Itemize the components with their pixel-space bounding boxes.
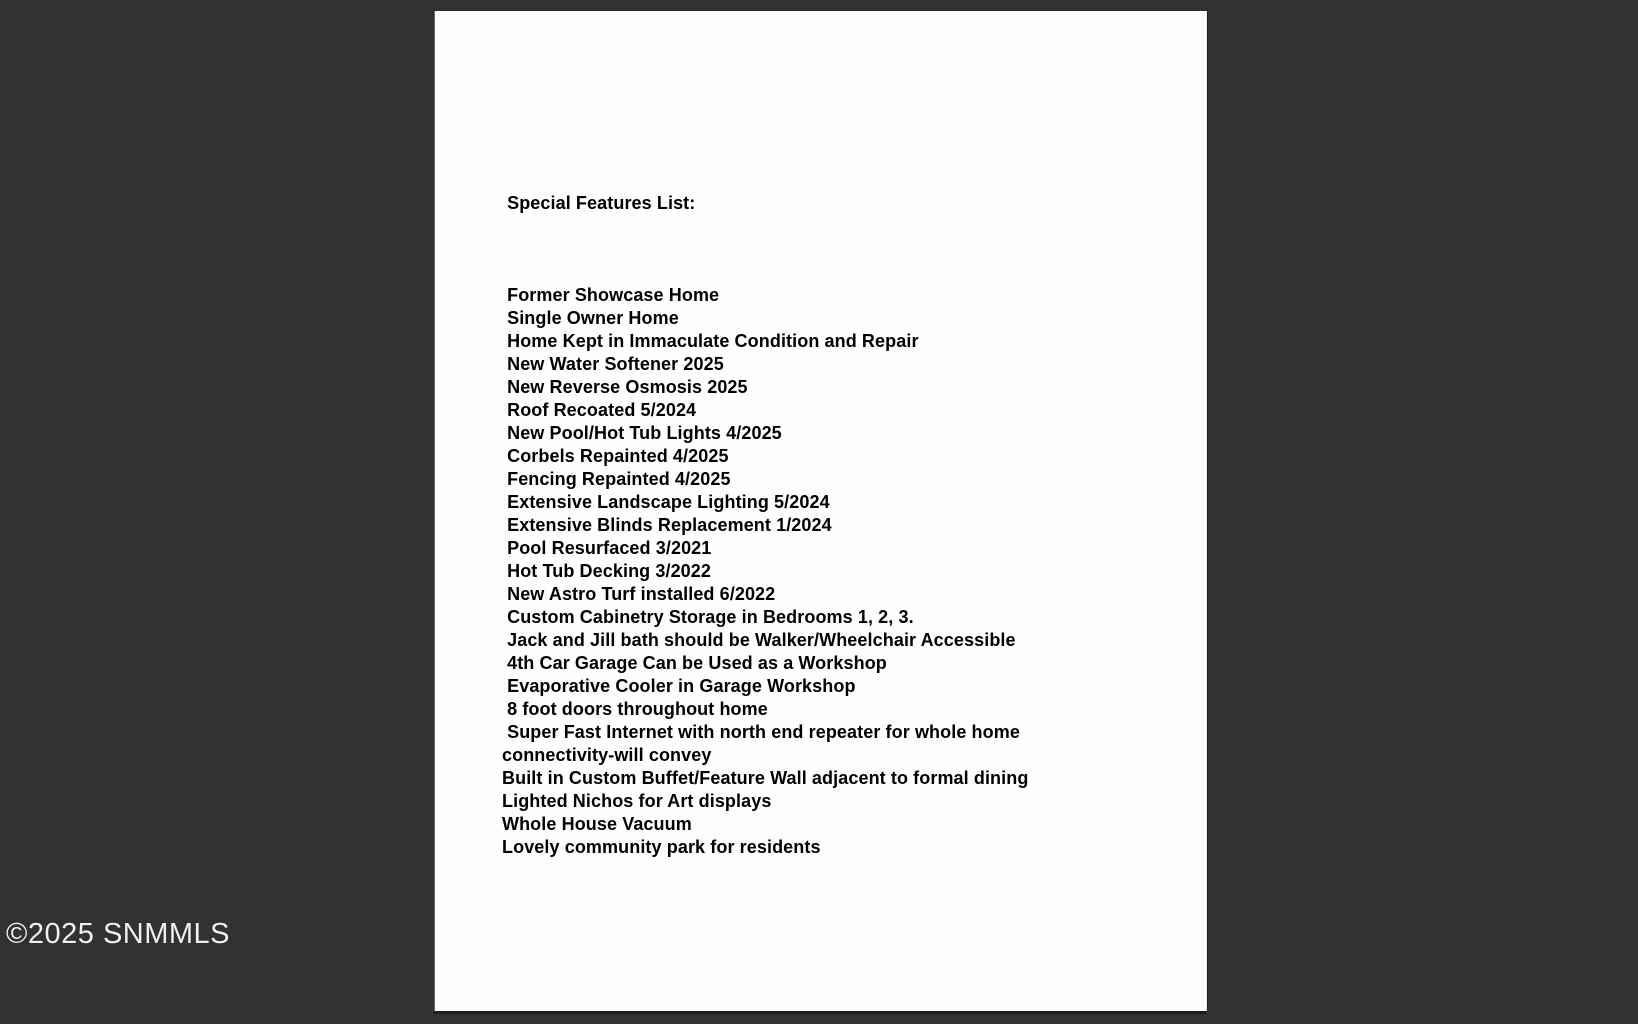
feature-line: New Reverse Osmosis 2025 — [502, 377, 748, 397]
feature-list — [502, 284, 1142, 859]
feature-line: Pool Resurfaced 3/2021 — [502, 538, 712, 558]
feature-line: New Pool/Hot Tub Lights 4/2025 — [502, 423, 782, 443]
document-text-block — [502, 146, 1142, 905]
feature-line: connectivity-will convey — [502, 745, 712, 765]
feature-line: Lovely community park for residents — [502, 837, 821, 857]
feature-line: Whole House Vacuum — [502, 814, 692, 834]
feature-line: Jack and Jill bath should be Walker/Wheelchair Accessible — [502, 630, 1016, 650]
feature-line: Evaporative Cooler in Garage Workshop — [502, 676, 856, 696]
feature-line: Single Owner Home — [502, 308, 679, 328]
feature-line: Super Fast Internet with north end repeater for whole home — [502, 722, 1020, 742]
feature-line: Extensive Blinds Replacement 1/2024 — [502, 515, 832, 535]
feature-line: Roof Recoated 5/2024 — [502, 400, 697, 420]
watermark-copyright: ©2025 SNMMLS — [6, 918, 231, 950]
feature-line: 8 foot doors throughout home — [502, 699, 768, 719]
feature-line: Lighted Nichos for Art displays — [502, 791, 772, 811]
feature-line: New Water Softener 2025 — [502, 354, 724, 374]
feature-line: 4th Car Garage Can be Used as a Workshop — [502, 653, 887, 673]
feature-line: Built in Custom Buffet/Feature Wall adjacent to formal dining — [502, 768, 1029, 788]
feature-line: Former Showcase Home — [502, 285, 720, 305]
feature-line: Fencing Repainted 4/2025 — [502, 469, 731, 489]
document-page — [434, 11, 1206, 1011]
feature-line: Hot Tub Decking 3/2022 — [502, 561, 712, 581]
feature-line: Custom Cabinetry Storage in Bedrooms 1, 2, 3. — [502, 607, 914, 627]
feature-line: New Astro Turf installed 6/2022 — [502, 584, 776, 604]
feature-line: Extensive Landscape Lighting 5/2024 — [502, 492, 830, 512]
feature-line: Corbels Repainted 4/2025 — [502, 446, 729, 466]
document-title: Special Features List: — [502, 193, 696, 213]
feature-line: Home Kept in Immaculate Condition and Repair — [502, 331, 919, 351]
